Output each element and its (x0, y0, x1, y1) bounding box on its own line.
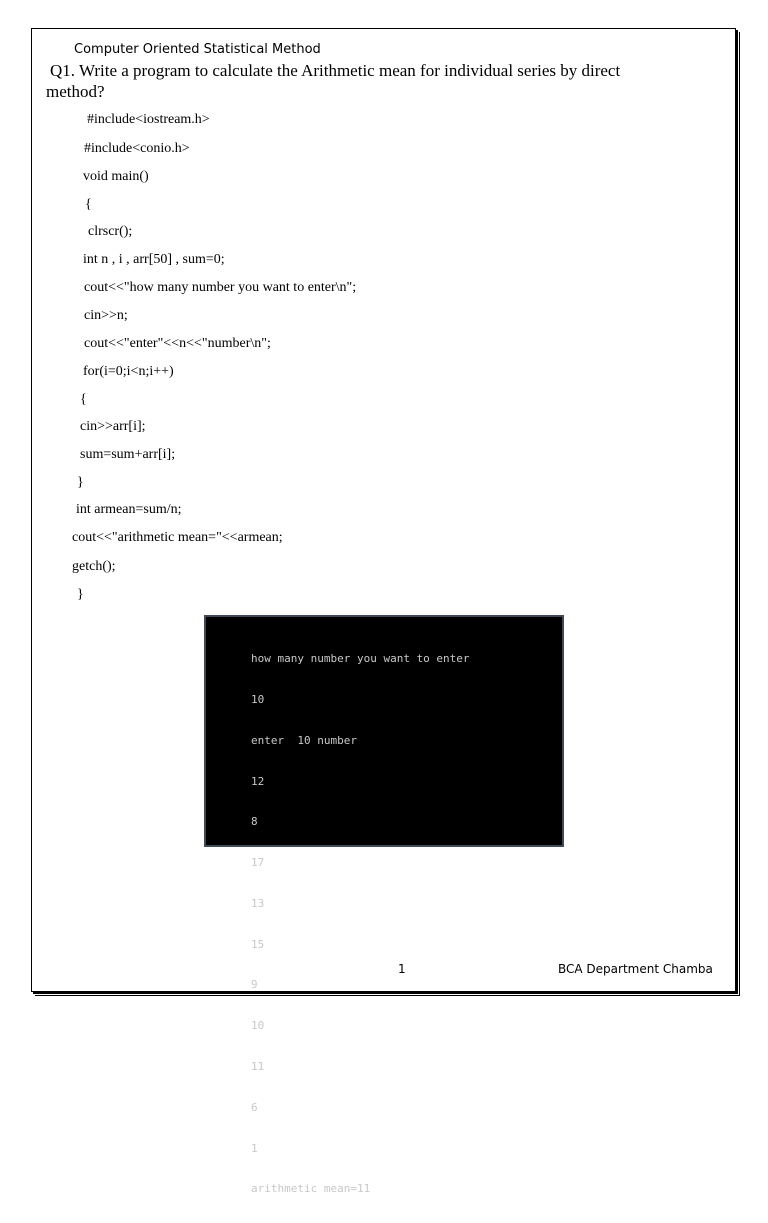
code-line: void main() (83, 169, 149, 184)
question-line-1: Q1. Write a program to calculate the Arithmetic mean for individual series by direct (50, 61, 621, 80)
code-line: } (77, 475, 84, 490)
footer-page-number: 1 (398, 962, 406, 976)
footer-department: BCA Department Chamba (558, 962, 713, 976)
code-line: getch(); (72, 559, 116, 574)
console-line: arithmetic mean=11 (251, 1182, 371, 1196)
code-line: cout<<"arithmetic mean="<<armean; (72, 530, 283, 545)
code-line: #include<conio.h> (84, 141, 190, 156)
console-line: 10 (251, 692, 265, 706)
code-line: { (85, 197, 92, 212)
console-line: 9 (251, 978, 258, 992)
code-line: cout<<"how many number you want to enter\n"; (84, 280, 357, 295)
code-line: cin>>n; (84, 308, 128, 323)
console-line: 1 (251, 1141, 258, 1155)
code-line: sum=sum+arr[i]; (80, 447, 176, 462)
console-line: 15 (251, 937, 265, 951)
console-line: 12 (251, 774, 265, 788)
console-line: 17 (251, 856, 265, 870)
code-line: int armean=sum/n; (76, 502, 182, 517)
code-line: cout<<"enter"<<n<<"number\n"; (84, 336, 271, 351)
console-output (251, 625, 470, 1223)
question-text (46, 60, 686, 102)
code-line: { (80, 392, 87, 407)
code-line: for(i=0;i<n;i++) (83, 364, 174, 379)
console-line: how many number you want to enter (251, 652, 470, 666)
code-line: cin>>arr[i]; (80, 419, 146, 434)
code-line: } (77, 587, 84, 602)
console-line: 8 (251, 815, 258, 829)
console-line: 11 (251, 1060, 265, 1073)
console-line: 13 (251, 896, 265, 910)
question-line-2: method? (46, 82, 105, 101)
console-line: enter 10 number (251, 733, 357, 747)
code-line: #include<iostream.h> (87, 112, 210, 127)
console-line: 6 (251, 1100, 258, 1114)
code-line: clrscr(); (88, 224, 133, 239)
console-line: 10 (251, 1019, 265, 1033)
page-header: Computer Oriented Statistical Method (74, 42, 321, 57)
code-line: int n , i , arr[50] , sum=0; (83, 252, 225, 267)
console-screenshot (204, 615, 564, 1196)
